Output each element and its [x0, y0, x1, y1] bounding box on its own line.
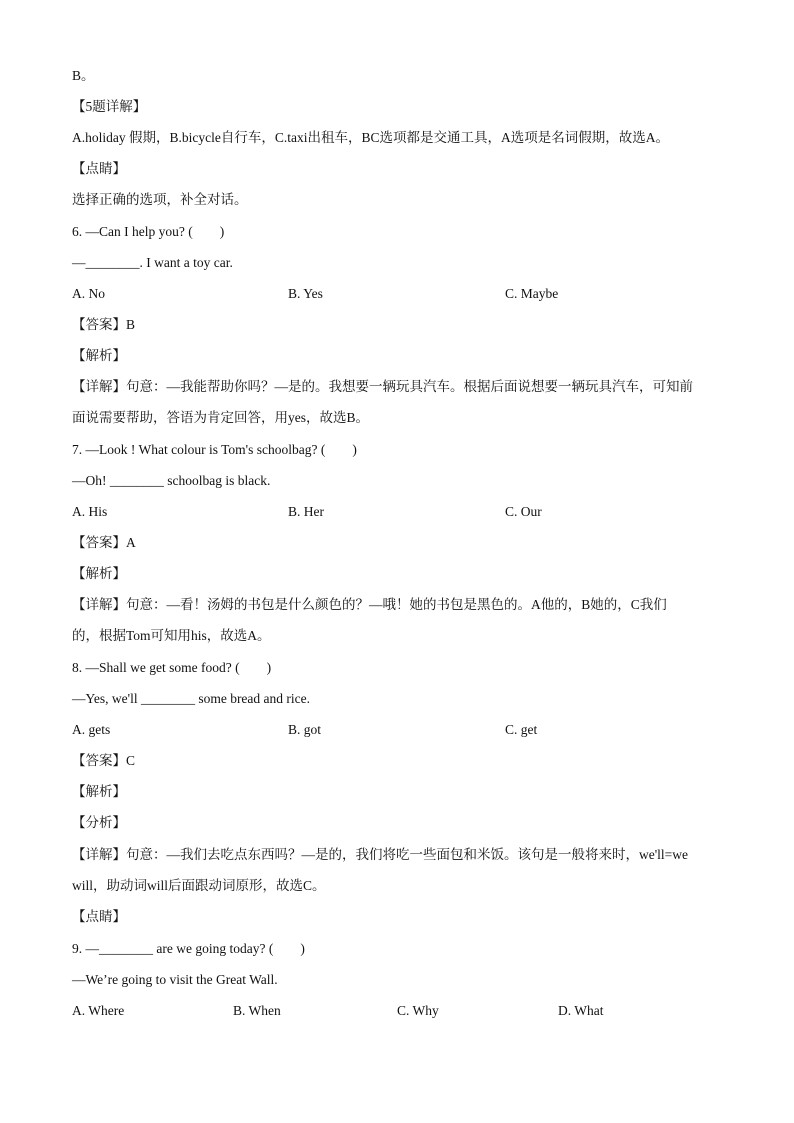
- q8-detail-line-2: will，助动词will后面跟动词原形，故选C。: [72, 878, 326, 893]
- question-6-reply: —________. I want a toy car.: [72, 255, 233, 270]
- explanation-text: A.holiday 假期，B.bicycle自行车，C.taxi出租车，BC选项都是交通工具，A选项是名词假期，故选A。: [72, 130, 669, 145]
- q8-option-a: A. gets: [72, 722, 111, 737]
- explanation-text: 选择正确的选项，补全对话。: [72, 192, 248, 207]
- q6-analysis-heading: 【解析】: [72, 348, 126, 363]
- section-heading: 【5题详解】: [72, 99, 147, 114]
- q6-detail-line-1: 【详解】句意：—我能帮助你吗？—是的。我想要一辆玩具汽车。根据后面说想要一辆玩具汽车，可知前: [72, 379, 693, 394]
- section-heading: 【点睛】: [72, 161, 126, 176]
- q8-answer: 【答案】C: [72, 753, 136, 768]
- q9-option-a: A. Where: [72, 1003, 125, 1018]
- q6-detail-line-2: 面说需要帮助，答语为肯定回答，用yes，故选B。: [72, 410, 369, 425]
- q7-option-b: B. Her: [288, 504, 324, 519]
- q6-answer: 【答案】B: [72, 317, 136, 332]
- q7-detail-line-2: 的，根据Tom可知用his，故选A。: [72, 628, 271, 643]
- q7-option-a: A. His: [72, 504, 108, 519]
- q7-detail-line-1: 【详解】句意：—看！汤姆的书包是什么颜色的？—哦！她的书包是黑色的。A他的，B她的，C我们: [72, 597, 667, 612]
- question-8-reply: —Yes, we'll ________ some bread and rice.: [72, 691, 311, 706]
- q9-option-c: C. Why: [397, 1003, 439, 1018]
- q6-option-b: B. Yes: [288, 286, 323, 301]
- q8-tip-heading: 【点睛】: [72, 909, 126, 924]
- q8-analysis-heading: 【解析】: [72, 784, 126, 799]
- question-7: 7. —Look ! What colour is Tom's schoolbag? ( ): [72, 442, 357, 457]
- question-7-reply: —Oh! ________ schoolbag is black.: [72, 473, 271, 488]
- q6-option-a: A. No: [72, 286, 105, 301]
- q8-option-b: B. got: [288, 722, 322, 737]
- q7-option-c: C. Our: [505, 504, 542, 519]
- answer-tail: B。: [72, 68, 95, 83]
- q8-option-c: C. get: [505, 722, 538, 737]
- q8-analysis-sub-heading: 【分析】: [72, 815, 126, 830]
- q7-analysis-heading: 【解析】: [72, 566, 126, 581]
- question-9: 9. —________ are we going today? ( ): [72, 941, 305, 956]
- question-8: 8. —Shall we get some food? ( ): [72, 660, 272, 675]
- q7-answer: 【答案】A: [72, 535, 136, 550]
- q9-option-d: D. What: [558, 1003, 604, 1018]
- question-9-reply: —We’re going to visit the Great Wall.: [72, 972, 278, 987]
- question-6: 6. —Can I help you? ( ): [72, 224, 225, 239]
- q6-option-c: C. Maybe: [505, 286, 559, 301]
- q8-detail-line-1: 【详解】句意：—我们去吃点东西吗？—是的，我们将吃一些面包和米饭。该句是一般将来时，we'll=we: [72, 847, 689, 862]
- q9-option-b: B. When: [233, 1003, 281, 1018]
